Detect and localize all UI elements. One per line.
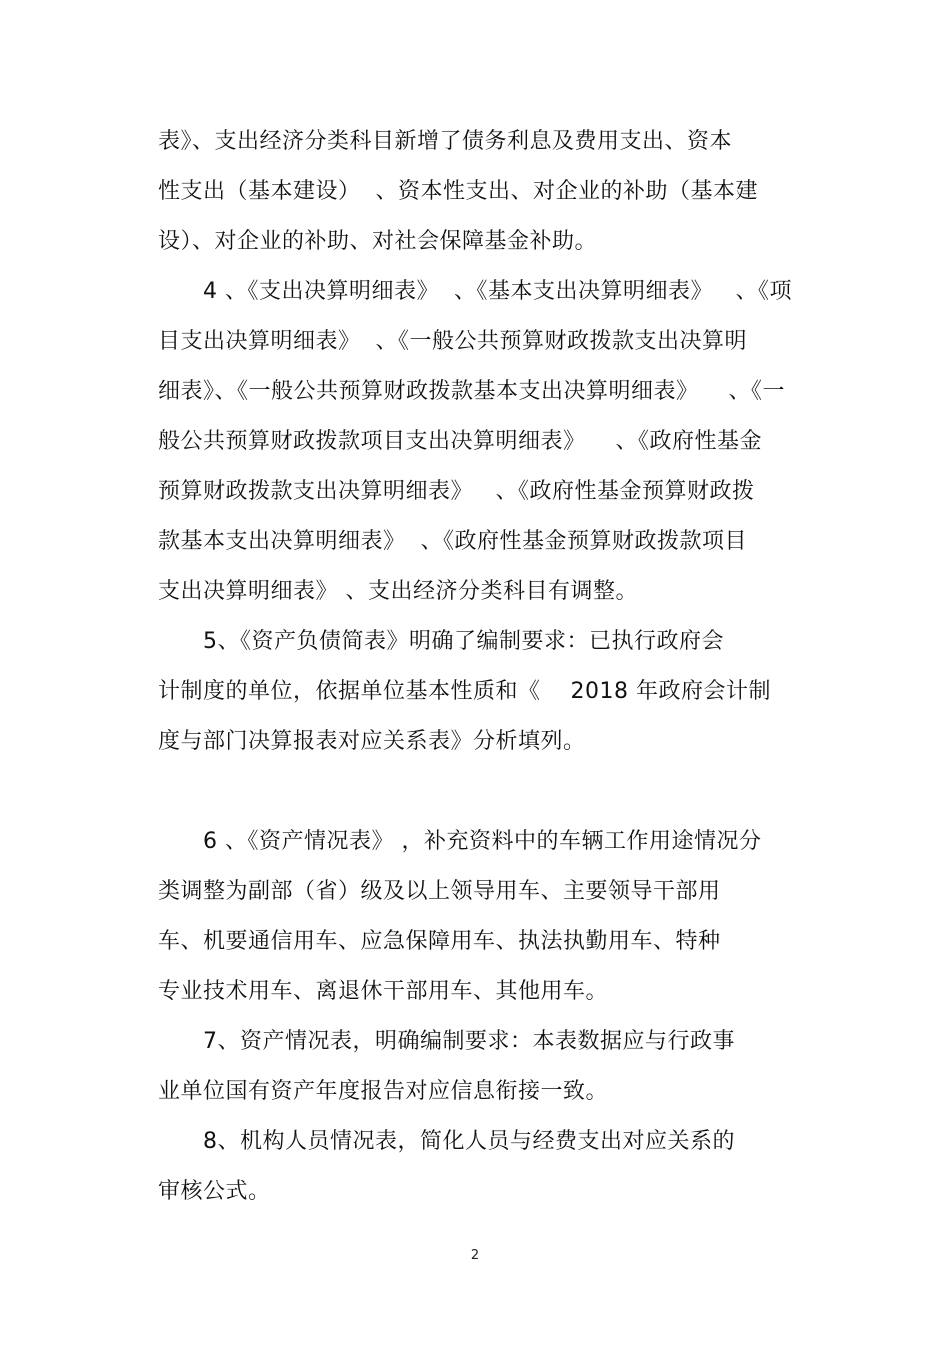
text-line: 预算财政拨款支出决算明细表》 、《政府性基金预算财政拨 <box>158 479 755 504</box>
text-line: 细表》、《一般公共预算财政拨款基本支出决算明细表》 、《一 <box>158 379 785 404</box>
text-line: 审核公式。 <box>158 1179 271 1204</box>
text-line: 目支出决算明细表》 、《一般公共预算财政拨款支出决算明 <box>158 329 747 354</box>
text-line: 设）、对企业的补助、对社会保障基金补助。 <box>158 229 598 254</box>
text-line: 般公共预算财政拨款项目支出决算明细表》 、《政府性基金 <box>158 429 762 454</box>
text-line: 性支出（基本建设） 、资本性支出、对企业的补助（基本建 <box>158 179 758 204</box>
page-number: 2 <box>470 1248 480 1263</box>
paragraph-5-line: 5、《资产负债简表》明确了编制要求：已执行政府会 <box>203 629 724 654</box>
paragraph-8-line: 8、机构人员情况表，简化人员与经费支出对应关系的 <box>203 1129 735 1154</box>
paragraph-7-line: 7、资产情况表，明确编制要求：本表数据应与行政事 <box>203 1029 735 1054</box>
text-line: 表》、支出经济分类科目新增了债务利息及费用支出、资本 <box>158 129 733 154</box>
paragraph-4-line: 4 、《支出决算明细表》 、《基本支出决算明细表》 、《项 <box>203 279 792 304</box>
text-line: 计制度的单位，依据单位基本性质和《 2018 年政府会计制 <box>158 679 771 704</box>
text-line: 专业技术用车、离退休干部用车、其他用车。 <box>158 979 609 1004</box>
text-line: 款基本支出决算明细表》 、《政府性基金预算财政拨款项目 <box>158 529 747 554</box>
text-line: 度与部门决算报表对应关系表》分析填列。 <box>158 729 586 754</box>
paragraph-6-line: 6 、《资产情况表》 ，补充资料中的车辆工作用途情况分 <box>203 829 762 854</box>
text-line: 类调整为副部（省）级及以上领导用车、主要领导干部用 <box>158 879 721 904</box>
text-line: 车、机要通信用车、应急保障用车、执法执勤用车、特种 <box>158 929 721 954</box>
text-line: 业单位国有资产年度报告对应信息衔接一致。 <box>158 1079 609 1104</box>
text-line: 支出决算明细表》 、支出经济分类科目有调整。 <box>158 579 638 604</box>
